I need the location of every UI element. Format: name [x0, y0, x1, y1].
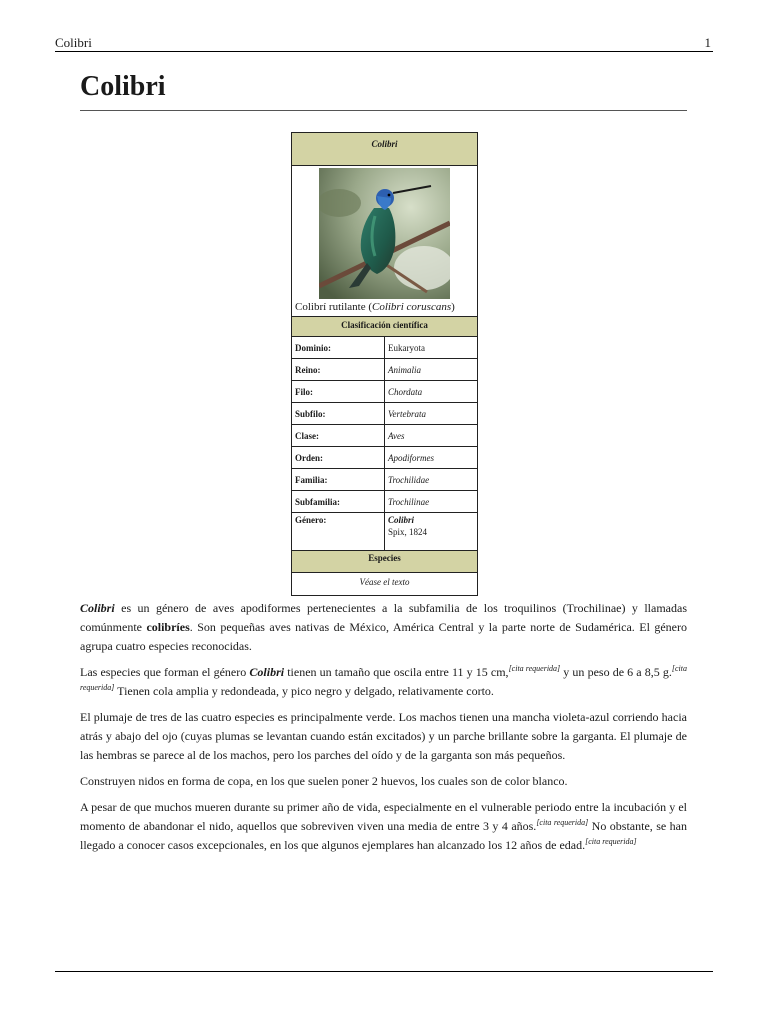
classification-table	[292, 337, 477, 551]
paragraph-text: Las especies que forman el género	[80, 665, 250, 679]
genus-term: Colibri	[249, 665, 285, 679]
paragraph-intro	[80, 599, 687, 656]
taxonomy-label: Filo:	[292, 381, 385, 403]
taxonomy-label: Orden:	[292, 447, 385, 469]
taxonomy-label: Subfamilia:	[292, 491, 385, 513]
paragraph-text: A pesar de que muchos mueren durante su primer año de vida, especialmente en el vulnerable periodo entre la incubación y el momento de abandonar el nido, aquellos que sobreviven viven una media de entre 3 y 4 años.	[80, 800, 687, 833]
taxonomy-value[interactable]: Aves	[385, 425, 478, 447]
taxobox	[291, 132, 478, 596]
title-rule	[80, 110, 687, 111]
classification-heading: Clasificación científica	[292, 316, 477, 337]
citation-needed-link[interactable]: [cita requerida]	[585, 837, 637, 846]
article-body	[80, 599, 687, 862]
caption-suffix: )	[451, 301, 455, 313]
taxonomy-row	[292, 469, 477, 491]
genus-term: Colibri	[80, 601, 115, 615]
citation-needed-link[interactable]: [cita requerida]	[80, 664, 687, 692]
hummingbird-photo	[319, 168, 450, 299]
taxonomy-row	[292, 425, 477, 447]
taxonomy-value[interactable]: Eukaryota	[385, 337, 478, 359]
citation-needed-link[interactable]: [cita requerida]	[508, 664, 561, 673]
caption-species-link[interactable]: Colibri coruscans	[371, 301, 452, 313]
taxobox-title: Colibri	[292, 133, 477, 166]
taxonomy-label: Familia:	[292, 469, 385, 491]
taxonomy-row	[292, 337, 477, 359]
taxonomy-row-genus	[292, 513, 477, 551]
taxonomy-label: Subfilo:	[292, 403, 385, 425]
genus-label: Género:	[292, 513, 385, 551]
paragraph-text: No obstante, se han llegado a conocer casos excepcionales, en los que algunos ejemplares han alcanzado los 12 años de edad.	[80, 819, 687, 852]
paragraph-nests: Construyen nidos en forma de copa, en los que suelen poner 2 huevos, los cuales son de color blanco.	[80, 774, 568, 788]
taxonomy-row	[292, 359, 477, 381]
paragraph-lifespan	[80, 798, 687, 855]
taxonomy-label: Reino:	[292, 359, 385, 381]
footer-rule	[55, 971, 713, 972]
paragraph-plumage: El plumaje de tres de las cuatro especies es principalmente verde. Los machos tienen una mancha violeta-azul corriendo hacia atrás y abajo del ojo (cuyas plumas se levantan cuando están excitados) y un parche brillante sobre la garganta. El plumaje de las hembras se parece al de los machos, pero los parches del oído y de la garganta son más pequeños.	[80, 710, 687, 762]
taxobox-caption	[292, 299, 477, 316]
paragraph-text: y un peso de 6 a 8,5 g.	[560, 665, 672, 679]
genus-name: Colibri	[388, 515, 415, 525]
paragraph-size	[80, 663, 687, 701]
taxobox-image-wrap	[292, 166, 477, 299]
taxonomy-value[interactable]: Vertebrata	[385, 403, 478, 425]
taxonomy-value[interactable]: Chordata	[385, 381, 478, 403]
taxonomy-value[interactable]: Trochilidae	[385, 469, 478, 491]
taxonomy-value[interactable]: Trochilinae	[385, 491, 478, 513]
species-heading: Especies	[292, 551, 477, 573]
header-rule	[55, 51, 713, 52]
paragraph-text: . Son pequeñas aves nativas de México, América Central y la parte norte de Sudamérica. El género agrupa cuatro especies reconocidas.	[80, 620, 688, 653]
caption-prefix: Colibrí rutilante (	[295, 301, 372, 313]
genus-authority: Spix, 1824	[388, 527, 428, 537]
taxonomy-label: Dominio:	[292, 337, 385, 359]
taxonomy-row	[292, 491, 477, 513]
taxonomy-value[interactable]: Apodiformes	[385, 447, 478, 469]
citation-needed-link[interactable]: [cita requerida]	[536, 818, 589, 827]
taxonomy-row	[292, 403, 477, 425]
paragraph-text: es un género de aves apodiformes pertenecientes a la subfamilia de los troquilinos (Trochilinae) y llamadas comúnmente	[80, 601, 687, 634]
taxonomy-row	[292, 381, 477, 403]
taxonomy-label: Clase:	[292, 425, 385, 447]
page-number: 1	[704, 35, 711, 50]
taxonomy-row	[292, 447, 477, 469]
running-header-title: Colibri	[55, 35, 92, 50]
paragraph-text: Tienen cola amplia y redondeada, y pico negro y delgado, relativamente corto.	[114, 684, 494, 698]
paragraph-text: tienen un tamaño que oscila entre 11 y 15 cm,	[284, 665, 509, 679]
taxonomy-value[interactable]: Animalia	[385, 359, 478, 381]
article-title: Colibri	[80, 71, 166, 102]
species-text: Véase el texto	[359, 577, 410, 587]
common-name-term: colibríes	[146, 620, 190, 634]
genus-value	[385, 513, 478, 551]
